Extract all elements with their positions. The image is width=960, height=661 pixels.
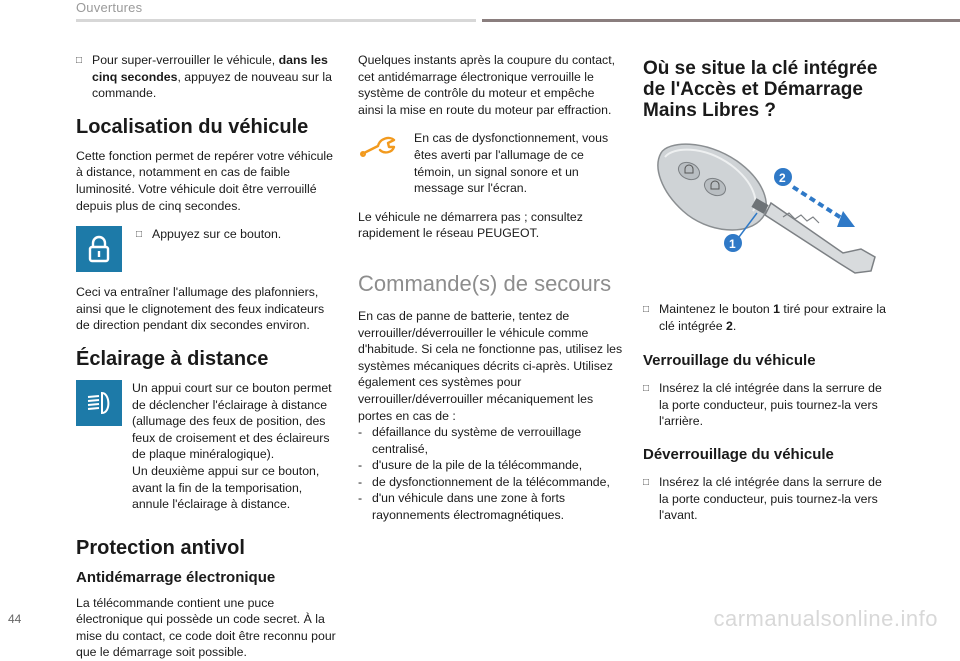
bullet-square-icon: □ [643,476,650,488]
heading-antidemarrage: Antidémarrage électronique [76,568,276,586]
list-item: - d'un véhicule dans une zone à forts rayonnements électromagnétiques. [358,491,566,523]
heading-verrouillage: Verrouillage du véhicule [643,352,816,370]
warning-row [358,130,623,196]
antidemarrage-intro: Quelques instants après la coupure du contact, cet antidémarrage électronique verrouille le système de contrôle du moteur et empêche ainsi la mise en route du moteur par effraction. [358,53,616,117]
key-fob-icon [643,133,893,293]
lock-bullet: □ Insérez la clé intégrée dans la serrure de la porte conducteur, puis tournez-la vers l'arrière. [643,381,882,429]
eclairage-text-1: Un appui court sur ce bouton permet de déclencher l'éclairage à distance (allumage des feux de position, des feux de croisement et des éclaireurs de plaque minéralogique). [132,380,332,462]
header-bar-left [76,19,476,22]
bullet-square-icon: □ [643,383,650,395]
localisation-after-text: Ceci va entraîner l'allumage des plafonniers, ainsi que le clignotement des feux indicateurs de direction pendant dix secondes environ. [76,285,325,333]
bullet-square-icon: □ [76,55,83,66]
heading-commande-secours: Commande(s) de secours [358,270,612,296]
bullet-text: Pour super-verrouiller le véhicule, [92,53,279,67]
eclairage-row [76,380,338,513]
heading-localisation: Localisation du véhicule [76,115,309,138]
eclairage-text-block [132,380,338,513]
super-lock-bullet [76,52,338,102]
headlight-button-icon [76,380,122,426]
page-number: 44 [8,612,22,626]
heading-deverrouillage: Déverrouillage du véhicule [643,445,834,463]
lock-button-icon [76,226,122,272]
localisation-button-row [76,226,338,272]
column-2 [358,52,623,524]
bullet-square-icon: □ [136,229,143,241]
antidemarrage-text: La télécommande contient une puce électronique qui possède un code secret. À la mise du contact, ce code doit être reconnu pour que le démarrage soit possible. [76,595,336,660]
callout-2: 2 [779,171,786,185]
key-extract-bullet: □ Maintenez le bouton 1 tiré pour extraire la clé intégrée 2. [643,302,886,333]
list-item: - de dysfonctionnement de la télécommande, [358,474,610,489]
list-item: - d'usure de la pile de la télécommande, [358,458,583,473]
heading-protection: Protection antivol [76,536,245,559]
no-start-text: Le véhicule ne démarrera pas ; consultez rapidement le réseau PEUGEOT. [358,209,583,241]
localisation-text: Cette fonction permet de repérer votre véhicule à distance, notamment en cas de faible luminosité. Votre véhicule doit être verrouillé depuis plus de cinq secondes. [76,148,334,213]
bullet-text: , appuyez de nouveau sur la commande. [92,69,332,101]
commande-list [358,424,623,524]
eclairage-text-2: Un deuxième appui sur ce bouton, avant la fin de la temporisation, annule l'éclairage à distance. [132,463,320,512]
column-3 [643,52,893,524]
key-illustration [643,133,893,293]
list-item: - défaillance du système de verrouillage centralisé, [358,425,582,456]
localisation-bullet: □ Appuyez sur ce bouton. [136,226,281,272]
bullet-bold: dans les cinq secondes [92,53,328,84]
header-bar-right [482,19,960,22]
unlock-bullet: □ Insérez la clé intégrée dans la serrure de la porte conducteur, puis tournez-la vers l'avant. [643,474,882,523]
column-1 [76,52,338,661]
bullet-square-icon: □ [643,304,650,315]
watermark: carmanualsonline.info [713,606,938,631]
heading-cle-integree: Où se situe la clé intégrée de l'Accès et Démarrage Mains Libres ? [643,58,878,121]
warning-text: En cas de dysfonctionnement, vous êtes averti par l'allumage de ce témoin, un signal sonore et un message sur l'écran. [414,131,609,196]
callout-1: 1 [729,237,736,251]
section-header: Ouvertures [76,0,143,15]
wrench-icon [358,130,414,196]
commande-text: En cas de panne de batterie, tentez de verrouiller/déverrouiller le véhicule comme d'habitude. Si cela ne fonctionne pas, utilisez les systèmes mécaniques décrits ci-après. Utilisez également ces systèmes pour verrouiller/déverrouiller mécaniquement les portes en cas de : [358,308,623,423]
heading-eclairage: Éclairage à distance [76,347,269,370]
